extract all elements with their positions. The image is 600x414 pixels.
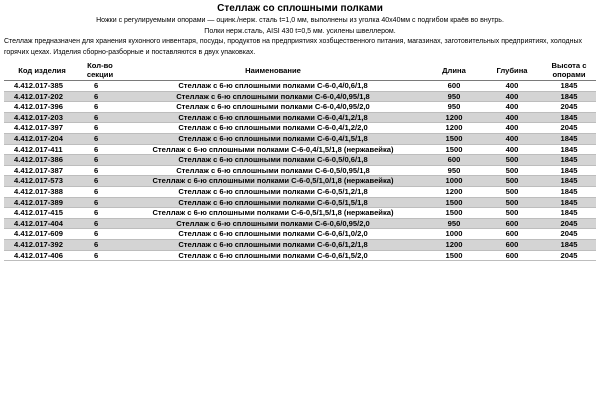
table-row <box>4 165 596 176</box>
cell-length: 1500 <box>426 250 482 261</box>
cell-height: 2045 <box>542 102 596 113</box>
cell-length: 600 <box>426 155 482 166</box>
cell-code: 4.412.017-411 <box>4 144 80 155</box>
cell-length: 1200 <box>426 123 482 134</box>
cell-depth: 500 <box>482 208 542 219</box>
cell-code: 4.412.017-404 <box>4 218 80 229</box>
cell-sections: 6 <box>80 144 120 155</box>
cell-sections: 6 <box>80 155 120 166</box>
cell-height: 1845 <box>542 144 596 155</box>
cell-sections: 6 <box>80 218 120 229</box>
cell-depth: 400 <box>482 123 542 134</box>
table-body <box>4 81 596 261</box>
cell-name: Стеллаж с 6-ю сплошными полками С-6-0,6/1,0/2,0 <box>120 229 426 240</box>
cell-depth: 400 <box>482 133 542 144</box>
cell-name: Стеллаж с 6-ю сплошными полками С-6-0,4/1,5/1,8 (нержавейка) <box>120 144 426 155</box>
note-purpose: Стеллаж предназначен для хранения кухонного инвентаря, посуды, продуктов на предприятиях хозбщественного питания, магазинах, заготовительных предприятиях, холодных горячих цехах. Изделия сборно-разборные и поставляются в двух упаковках. <box>4 38 582 56</box>
cell-sections: 6 <box>80 208 120 219</box>
table-row <box>4 218 596 229</box>
cell-height: 2045 <box>542 218 596 229</box>
cell-depth: 500 <box>482 176 542 187</box>
cell-height: 1845 <box>542 176 596 187</box>
cell-height: 1845 <box>542 186 596 197</box>
cell-code: 4.412.017-386 <box>4 155 80 166</box>
cell-depth: 400 <box>482 144 542 155</box>
cell-name: Стеллаж с 6-ю сплошными полками С-6-0,5/1,2/1,8 <box>120 186 426 197</box>
cell-length: 950 <box>426 218 482 229</box>
cell-code: 4.412.017-203 <box>4 112 80 123</box>
cell-length: 1000 <box>426 176 482 187</box>
table-row <box>4 176 596 187</box>
cell-code: 4.412.017-392 <box>4 239 80 250</box>
table-row <box>4 112 596 123</box>
cell-code: 4.412.017-415 <box>4 208 80 219</box>
note-legs: Ножки с регулируемыми опорами — оцинк./нерж. сталь t=1,0 мм, выполнены из уголка 40х40мм с подгибом краёв во внутрь. <box>96 17 504 24</box>
cell-sections: 6 <box>80 197 120 208</box>
cell-name: Стеллаж с 6-ю сплошными полками С-6-0,4/1,5/1,8 <box>120 133 426 144</box>
cell-code: 4.412.017-388 <box>4 186 80 197</box>
cell-depth: 600 <box>482 229 542 240</box>
cell-code: 4.412.017-397 <box>4 123 80 134</box>
table-row <box>4 155 596 166</box>
cell-sections: 6 <box>80 102 120 113</box>
table-row <box>4 229 596 240</box>
cell-name: Стеллаж с 6-ю сплошными полками С-6-0,5/1,0/1,8 (нержавейка) <box>120 176 426 187</box>
cell-height: 1845 <box>542 133 596 144</box>
cell-name: Стеллаж с 6-ю сплошными полками С-6-0,5/0,95/1,8 <box>120 165 426 176</box>
cell-sections: 6 <box>80 133 120 144</box>
cell-code: 4.412.017-609 <box>4 229 80 240</box>
cell-sections: 6 <box>80 176 120 187</box>
cell-sections: 6 <box>80 91 120 102</box>
cell-code: 4.412.017-202 <box>4 91 80 102</box>
header-code: Код изделия <box>4 60 80 81</box>
cell-depth: 600 <box>482 250 542 261</box>
cell-length: 1500 <box>426 144 482 155</box>
cell-name: Стеллаж с 6-ю сплошными полками С-6-0,4/0,95/1,8 <box>120 91 426 102</box>
cell-length: 950 <box>426 102 482 113</box>
document-title: Стеллаж со сплошными полками <box>217 3 383 14</box>
cell-height: 2045 <box>542 229 596 240</box>
header-height-line1: Высота с <box>551 61 587 70</box>
table-row <box>4 197 596 208</box>
cell-height: 2045 <box>542 123 596 134</box>
price-list-document <box>0 2 600 414</box>
cell-height: 1845 <box>542 112 596 123</box>
header-sections-line1: Кол-во <box>87 61 113 70</box>
cell-sections: 6 <box>80 123 120 134</box>
note-shelves: Полки нерж.сталь, AISI 430 t=0,5 мм. усилены швеллером. <box>204 27 396 35</box>
cell-length: 1200 <box>426 239 482 250</box>
cell-sections: 6 <box>80 112 120 123</box>
cell-length: 600 <box>426 81 482 92</box>
header-sections-line2: секции <box>86 70 114 79</box>
cell-height: 1845 <box>542 165 596 176</box>
cell-length: 1500 <box>426 133 482 144</box>
cell-sections: 6 <box>80 81 120 92</box>
cell-sections: 6 <box>80 165 120 176</box>
header-name: Наименование <box>120 60 426 81</box>
products-table <box>4 60 596 261</box>
cell-name: Стеллаж с 6-ю сплошными полками С-6-0,4/1,2/1,8 <box>120 112 426 123</box>
cell-height: 1845 <box>542 239 596 250</box>
cell-name: Стеллаж с 6-ю сплошными полками С-6-0,4/0,6/1,8 <box>120 81 426 92</box>
cell-depth: 500 <box>482 165 542 176</box>
cell-height: 1845 <box>542 81 596 92</box>
table-row <box>4 208 596 219</box>
cell-code: 4.412.017-385 <box>4 81 80 92</box>
table-row <box>4 133 596 144</box>
cell-code: 4.412.017-396 <box>4 102 80 113</box>
cell-length: 950 <box>426 165 482 176</box>
cell-length: 1200 <box>426 186 482 197</box>
cell-depth: 500 <box>482 155 542 166</box>
cell-sections: 6 <box>80 186 120 197</box>
table-row <box>4 186 596 197</box>
table-row <box>4 123 596 134</box>
cell-name: Стеллаж с 6-ю сплошными полками С-6-0,5/1,5/1,8 (нержавейка) <box>120 208 426 219</box>
cell-code: 4.412.017-406 <box>4 250 80 261</box>
cell-sections: 6 <box>80 250 120 261</box>
cell-length: 1000 <box>426 229 482 240</box>
cell-depth: 600 <box>482 239 542 250</box>
cell-name: Стеллаж с 6-ю сплошными полками С-6-0,5/0,6/1,8 <box>120 155 426 166</box>
cell-code: 4.412.017-387 <box>4 165 80 176</box>
cell-code: 4.412.017-204 <box>4 133 80 144</box>
cell-code: 4.412.017-389 <box>4 197 80 208</box>
cell-height: 1845 <box>542 197 596 208</box>
header-length: Длина <box>426 60 482 81</box>
cell-name: Стеллаж с 6-ю сплошными полками С-6-0,6/1,2/1,8 <box>120 239 426 250</box>
table-row <box>4 102 596 113</box>
table-row <box>4 81 596 92</box>
cell-depth: 400 <box>482 112 542 123</box>
cell-name: Стеллаж с 6-ю сплошными полками С-6-0,6/1,5/2,0 <box>120 250 426 261</box>
cell-name: Стеллаж с 6-ю сплошными полками С-6-0,5/1,5/1,8 <box>120 197 426 208</box>
cell-name: Стеллаж с 6-ю сплошными полками С-6-0,6/0,95/2,0 <box>120 218 426 229</box>
table-row <box>4 144 596 155</box>
cell-depth: 400 <box>482 81 542 92</box>
cell-length: 1500 <box>426 197 482 208</box>
cell-depth: 500 <box>482 197 542 208</box>
cell-sections: 6 <box>80 229 120 240</box>
cell-height: 2045 <box>542 250 596 261</box>
header-depth: Глубина <box>482 60 542 81</box>
table-row <box>4 239 596 250</box>
cell-depth: 600 <box>482 218 542 229</box>
table-row <box>4 91 596 102</box>
cell-name: Стеллаж с 6-ю сплошными полками С-6-0,4/0,95/2,0 <box>120 102 426 113</box>
table-row <box>4 250 596 261</box>
table-header-row <box>4 60 596 81</box>
cell-height: 1845 <box>542 91 596 102</box>
cell-height: 1845 <box>542 155 596 166</box>
cell-name: Стеллаж с 6-ю сплошными полками С-6-0,4/1,2/2,0 <box>120 123 426 134</box>
cell-sections: 6 <box>80 239 120 250</box>
cell-length: 1500 <box>426 208 482 219</box>
cell-length: 950 <box>426 91 482 102</box>
cell-depth: 500 <box>482 186 542 197</box>
cell-code: 4.412.017-573 <box>4 176 80 187</box>
cell-depth: 400 <box>482 102 542 113</box>
cell-length: 1200 <box>426 112 482 123</box>
cell-height: 1845 <box>542 208 596 219</box>
header-height <box>542 60 596 81</box>
header-sections <box>80 60 120 81</box>
header-height-line2: опорами <box>552 70 586 79</box>
cell-depth: 400 <box>482 91 542 102</box>
